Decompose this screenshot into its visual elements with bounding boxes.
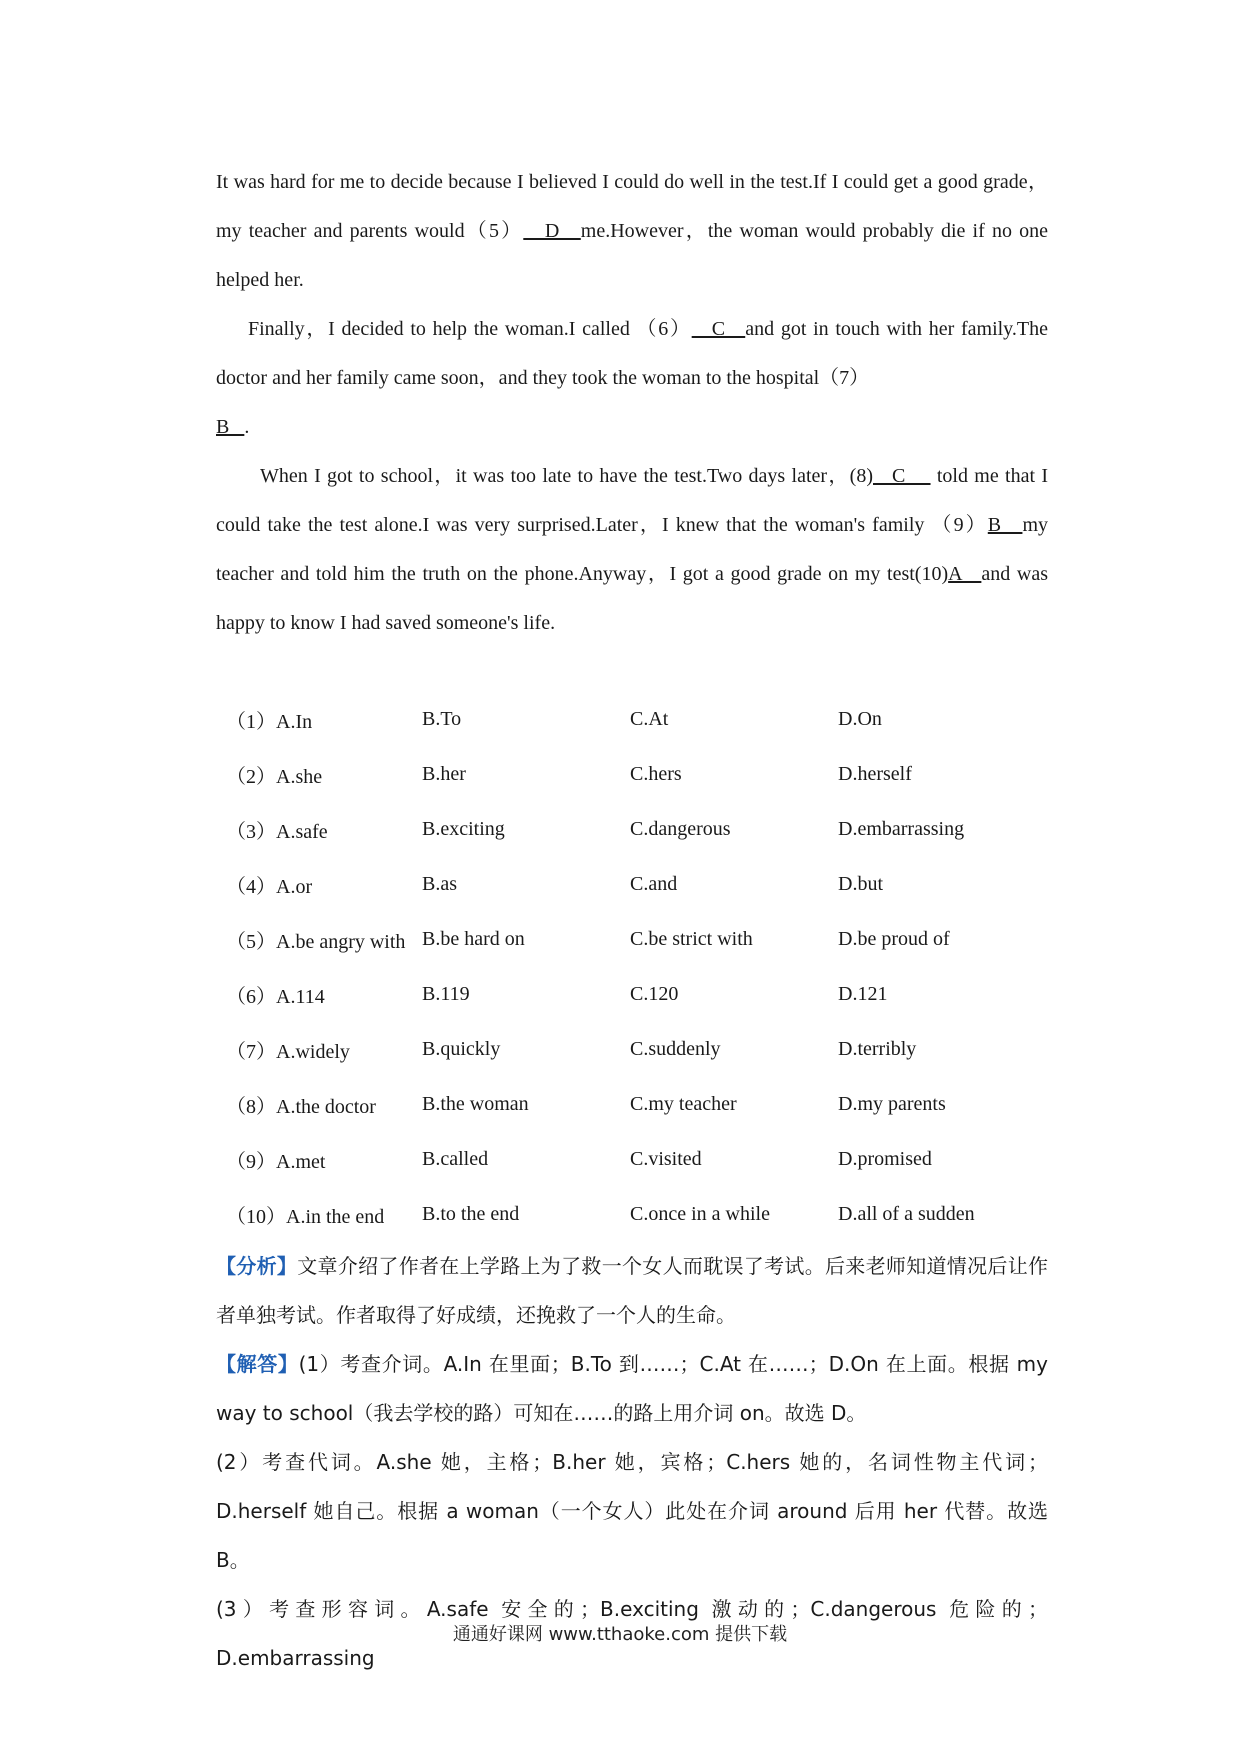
analysis-section bbox=[216, 1242, 1048, 1683]
option-b: B.called bbox=[422, 1148, 489, 1170]
option-b: B.119 bbox=[422, 983, 470, 1005]
option-d: D.121 bbox=[838, 983, 888, 1005]
option-d: D.terribly bbox=[838, 1038, 917, 1060]
analysis-tag: 【分析】 bbox=[216, 1254, 298, 1278]
option-c: C.At bbox=[630, 708, 669, 730]
option-a: （4）A.or bbox=[226, 876, 313, 898]
passage-text: me.However，the woman would probably die if no one helped her. bbox=[216, 220, 1048, 291]
passage-text: and was happy to know I had saved someone's life. bbox=[216, 563, 1048, 634]
option-c: C.hers bbox=[630, 763, 682, 785]
option-b: B.her bbox=[422, 763, 466, 785]
option-c: C.dangerous bbox=[630, 818, 731, 840]
option-row bbox=[216, 1132, 1048, 1187]
option-c: C.be strict with bbox=[630, 928, 753, 950]
option-d: D.On bbox=[838, 708, 882, 730]
option-a: （1）A.In bbox=[226, 711, 313, 733]
answer-blank-5: D bbox=[523, 220, 581, 242]
answer-blank-7: B bbox=[216, 416, 245, 438]
option-c: C.120 bbox=[630, 983, 679, 1005]
page-content bbox=[216, 158, 1048, 1683]
option-b: B.to the end bbox=[422, 1203, 520, 1225]
options-table bbox=[216, 692, 1048, 1242]
option-a: （5）A.be angry with bbox=[226, 931, 406, 953]
option-c: C.suddenly bbox=[630, 1038, 721, 1060]
option-b: B.the woman bbox=[422, 1093, 529, 1115]
passage-text: . bbox=[244, 416, 250, 438]
option-row bbox=[216, 1077, 1048, 1132]
option-row bbox=[216, 1187, 1048, 1242]
option-row bbox=[216, 1022, 1048, 1077]
answer-paragraph-3: (3）考查形容词。A.safe 安全的；B.exciting 激动的；C.dangerous 危险的；D.embarrassing bbox=[216, 1597, 1048, 1670]
passage-text: When I got to school，it was too late to have the test.Two days later，(8) bbox=[260, 465, 873, 487]
option-d: D.promised bbox=[838, 1148, 932, 1170]
passage-text: It was hard for me to decide because I believed I could do well in the test.If I could get a good grade，my teacher and parents would（5） bbox=[216, 171, 1048, 242]
option-a: （10）A.in the end bbox=[226, 1206, 385, 1228]
option-b: B.To bbox=[422, 708, 462, 730]
option-c: C.my teacher bbox=[630, 1093, 737, 1115]
option-a: （3）A.safe bbox=[226, 821, 328, 843]
option-b: B.be hard on bbox=[422, 928, 525, 950]
option-d: D.be proud of bbox=[838, 928, 950, 950]
passage-text: told me that I could take the test alone.I was very surprised.Later，I knew that the woman's family （9） bbox=[216, 465, 1048, 536]
option-a: （7）A.widely bbox=[226, 1041, 350, 1063]
option-c: C.and bbox=[630, 873, 678, 895]
option-d: D.all of a sudden bbox=[838, 1203, 975, 1225]
option-row bbox=[216, 692, 1048, 747]
option-c: C.visited bbox=[630, 1148, 702, 1170]
passage-text: and got in touch with her family.The doctor and her family came soon，and they took the woman to the hospital（7） bbox=[216, 318, 1048, 389]
passage-paragraph-2 bbox=[216, 305, 1048, 452]
option-row bbox=[216, 802, 1048, 857]
page-footer: 通通好课网 www.tthaoke.com 提供下载 bbox=[452, 1624, 788, 1645]
option-a: （6）A.114 bbox=[226, 986, 325, 1008]
answer-blank-8: C bbox=[873, 465, 931, 487]
option-c: C.once in a while bbox=[630, 1203, 770, 1225]
analysis-paragraph bbox=[216, 1242, 1048, 1340]
option-b: B.quickly bbox=[422, 1038, 501, 1060]
passage-text: Finally，I decided to help the woman.I called （6） bbox=[248, 318, 692, 340]
answer-blank-10: A bbox=[948, 563, 982, 585]
option-row bbox=[216, 747, 1048, 802]
passage-paragraph-1 bbox=[216, 158, 1048, 305]
option-d: D.herself bbox=[838, 763, 912, 785]
option-a: （2）A.she bbox=[226, 766, 323, 788]
answer-paragraph-1 bbox=[216, 1340, 1048, 1438]
answer-text-1: (1）考查介词。A.In 在里面；B.To 到……；C.At 在……；D.On 在上面。根据 my way to school（我去学校的路）可知在……的路上用介词 on。故选 D。 bbox=[216, 1352, 1048, 1425]
option-row bbox=[216, 857, 1048, 912]
option-b: B.as bbox=[422, 873, 457, 895]
option-a: （8）A.the doctor bbox=[226, 1096, 376, 1118]
passage-paragraph-3 bbox=[216, 452, 1048, 648]
answer-blank-6: C bbox=[691, 318, 746, 340]
analysis-text: 文章介绍了作者在上学路上为了救一个女人而耽误了考试。后来老师知道情况后让作者单独考试。作者取得了好成绩，还挽救了一个人的生命。 bbox=[216, 1254, 1049, 1327]
answer-blank-9: B bbox=[987, 514, 1023, 536]
option-row bbox=[216, 967, 1048, 1022]
answer-paragraph-2: (2）考查代词。A.she 她，主格；B.her 她，宾格；C.hers 她的，名词性物主代词；D.herself 她自己。根据 a woman（一个女人）此处在介词 around 后用 her 代替。故选 B。 bbox=[216, 1450, 1048, 1572]
option-b: B.exciting bbox=[422, 818, 505, 840]
option-d: D.embarrassing bbox=[838, 818, 965, 840]
option-row bbox=[216, 912, 1048, 967]
option-d: D.but bbox=[838, 873, 883, 895]
passage-text: my teacher and told him the truth on the phone.Anyway，I got a good grade on my test(10) bbox=[216, 514, 1048, 585]
option-d: D.my parents bbox=[838, 1093, 946, 1115]
answer-tag: 【解答】 bbox=[216, 1352, 299, 1376]
option-a: （9）A.met bbox=[226, 1151, 326, 1173]
